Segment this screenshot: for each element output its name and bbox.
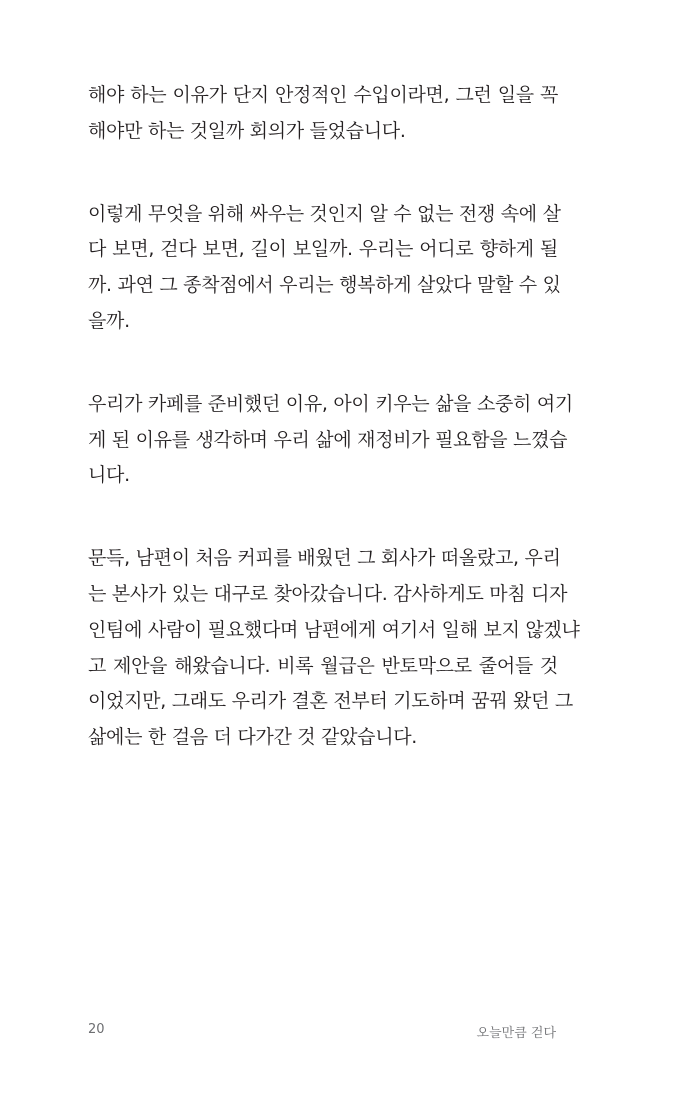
text-line: 우리가 카페를 준비했던 이유, 아이 키우는 삶을 소중히 여기 [88, 392, 573, 415]
paragraph-spacer [88, 150, 558, 197]
page-number: 20 [88, 1022, 105, 1037]
body-text [88, 78, 580, 756]
text-line: 삶에는 한 걸음 더 다가간 것 같았습니다. [88, 726, 418, 749]
text-line: 니다. [88, 464, 130, 487]
paragraph-4 [88, 541, 580, 756]
text-line: 해야만 하는 것일까 회의가 들었습니다. [88, 119, 406, 142]
paragraph-2 [88, 197, 561, 340]
text-line: 해야 하는 이유가 단지 안정적인 수입이라면, 그런 일을 꼭 [88, 84, 558, 106]
text-line: 이었지만, 그래도 우리가 결혼 전부터 기도하며 꿈꿔 왔던 그 [88, 690, 573, 713]
book-title: 오늘만큼 걷다 [476, 1026, 556, 1041]
text-line: 고 제안을 해왔습니다. 비록 월급은 반토막으로 줄어들 것 [88, 654, 558, 677]
text-line: 문득, 남편이 처음 커피를 배웠던 그 회사가 떠올랐고, 우리 [88, 547, 561, 570]
text-line: 인팀에 사람이 필요했다며 남편에게 여기서 일해 보지 않겠냐 [88, 618, 580, 641]
paragraph-spacer [88, 494, 558, 541]
text-line: 까. 과연 그 종착점에서 우리는 행복하게 살았다 말할 수 있 [88, 274, 561, 297]
text-line: 는 본사가 있는 대구로 찾아갔습니다. 감사하게도 마침 디자 [88, 582, 568, 605]
paragraph-1 [88, 78, 558, 150]
text-line: 게 된 이유를 생각하며 우리 삶에 재정비가 필요함을 느꼈습 [88, 428, 568, 451]
text-line: 을까. [88, 309, 130, 332]
paragraph-3 [88, 387, 573, 494]
text-line: 다 보면, 걷다 보면, 길이 보일까. 우리는 어디로 향하게 될 [88, 238, 558, 261]
paragraph-spacer [88, 340, 558, 387]
text-line: 이렇게 무엇을 위해 싸우는 것인지 알 수 없는 전쟁 속에 살 [88, 202, 561, 225]
